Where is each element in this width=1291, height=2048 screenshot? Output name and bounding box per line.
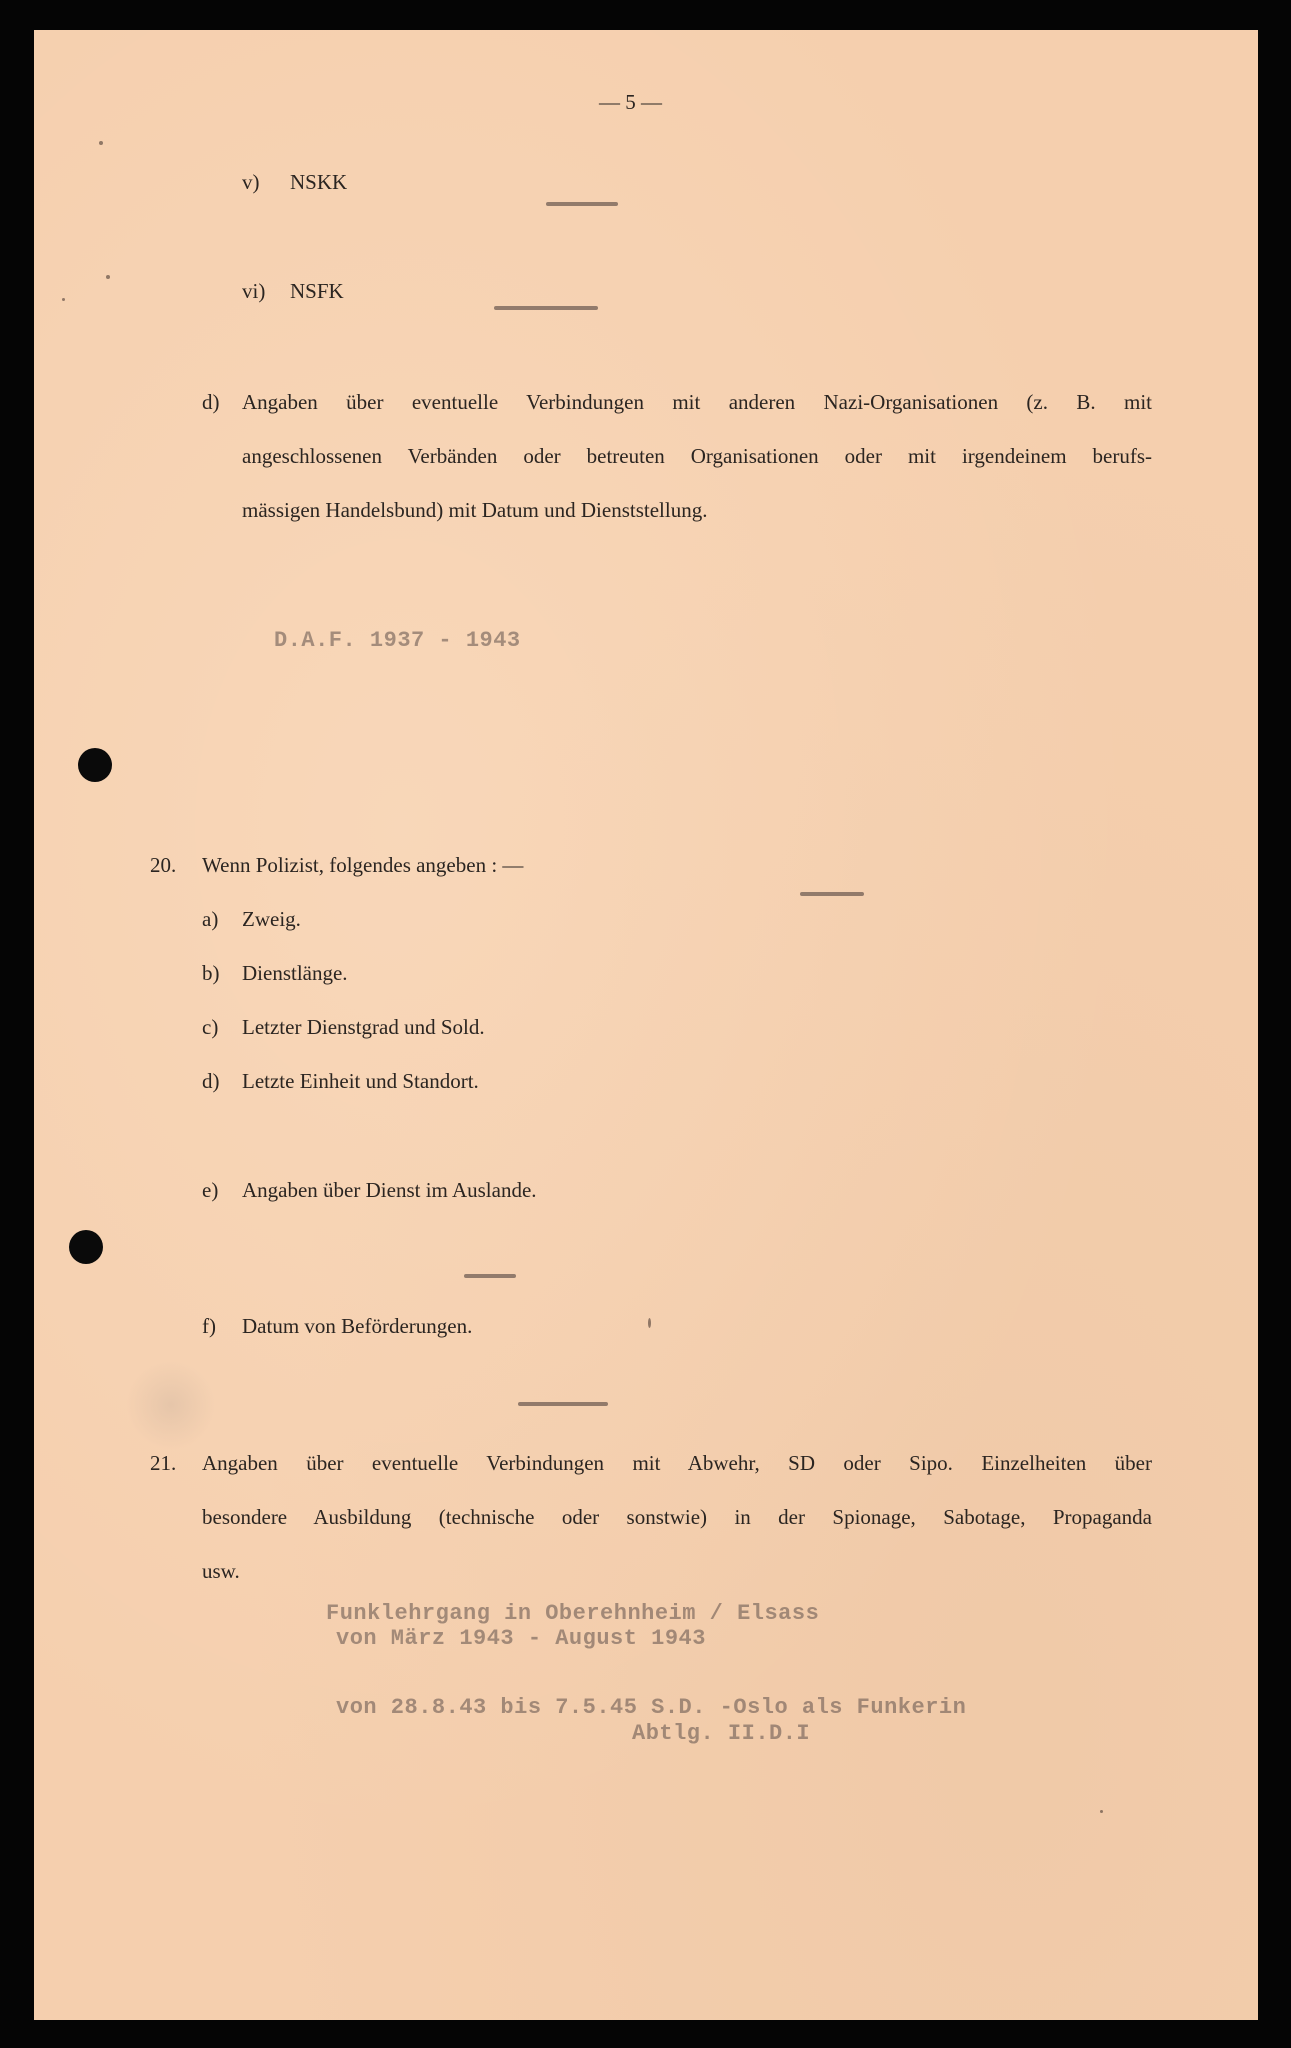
paper-speck [648,1318,651,1328]
item-vi-label: NSFK [290,279,344,303]
typed-dash [518,1402,608,1406]
question-20-d-text: Letzte Einheit und Standort. [242,1069,479,1093]
typed-answer-line3: von 28.8.43 bis 7.5.45 S.D. -Oslo als Funkerin [336,1695,967,1720]
question-20-b-text: Dienstlänge. [242,961,348,985]
item-d-line2: angeschlossenen Verbänden oder betreuten Organisationen oder mit irgendeinem berufs- [242,444,1152,468]
item-d-line3: mässigen Handelsbund) mit Datum und Dienststellung. [242,498,708,522]
punch-hole [69,1230,103,1264]
paper-speck [62,298,65,301]
paper-speck [1100,1810,1103,1813]
question-20-e-marker: e) [202,1178,219,1202]
paper-speck [99,141,103,145]
typed-dash [464,1274,516,1278]
question-20-b-marker: b) [202,961,220,985]
typed-answer-line4: Abtlg. II.D.I [632,1721,811,1746]
question-20-a-marker: a) [202,907,219,931]
question-20-e-text: Angaben über Dienst im Auslande. [242,1178,537,1202]
item-d-line1: Angaben über eventuelle Verbindungen mit anderen Nazi-Organisationen (z. B. mit [242,390,1152,414]
question-20-c-text: Letzter Dienstgrad und Sold. [242,1015,485,1039]
punch-hole [78,748,112,782]
question-20-f-marker: f) [202,1314,216,1338]
question-21-line3: usw. [202,1559,240,1583]
question-21-line2: besondere Ausbildung (technische oder sonstwie) in der Spionage, Sabotage, Propaganda [202,1505,1152,1529]
item-v-marker: v) [242,170,260,194]
page-number: — 5 — [599,90,662,114]
typed-answer-line1: Funklehrgang in Oberehnheim / Elsass [326,1601,820,1626]
question-21-number: 21. [150,1451,177,1475]
question-20-number: 20. [150,853,177,877]
paper-speck [106,275,110,279]
typed-dash [800,892,864,896]
item-d-marker: d) [202,390,220,414]
item-v-label: NSKK [290,170,348,194]
question-20-f-text: Datum von Beförderungen. [242,1314,473,1338]
question-21-line1: Angaben über eventuelle Verbindungen mit Abwehr, SD oder Sipo. Einzelheiten über [202,1451,1152,1475]
document-page [34,30,1258,2020]
typed-dash [546,202,618,206]
paper-stain [126,1360,216,1450]
question-20-d-marker: d) [202,1069,220,1093]
item-vi-marker: vi) [242,279,266,303]
typed-answer-line2: von März 1943 - August 1943 [336,1626,706,1651]
typed-dash [494,306,598,310]
typed-answer-daf: D.A.F. 1937 - 1943 [274,628,521,653]
question-20-text: Wenn Polizist, folgendes angeben : — [202,853,524,877]
question-20-c-marker: c) [202,1015,219,1039]
question-20-a-text: Zweig. [242,907,301,931]
